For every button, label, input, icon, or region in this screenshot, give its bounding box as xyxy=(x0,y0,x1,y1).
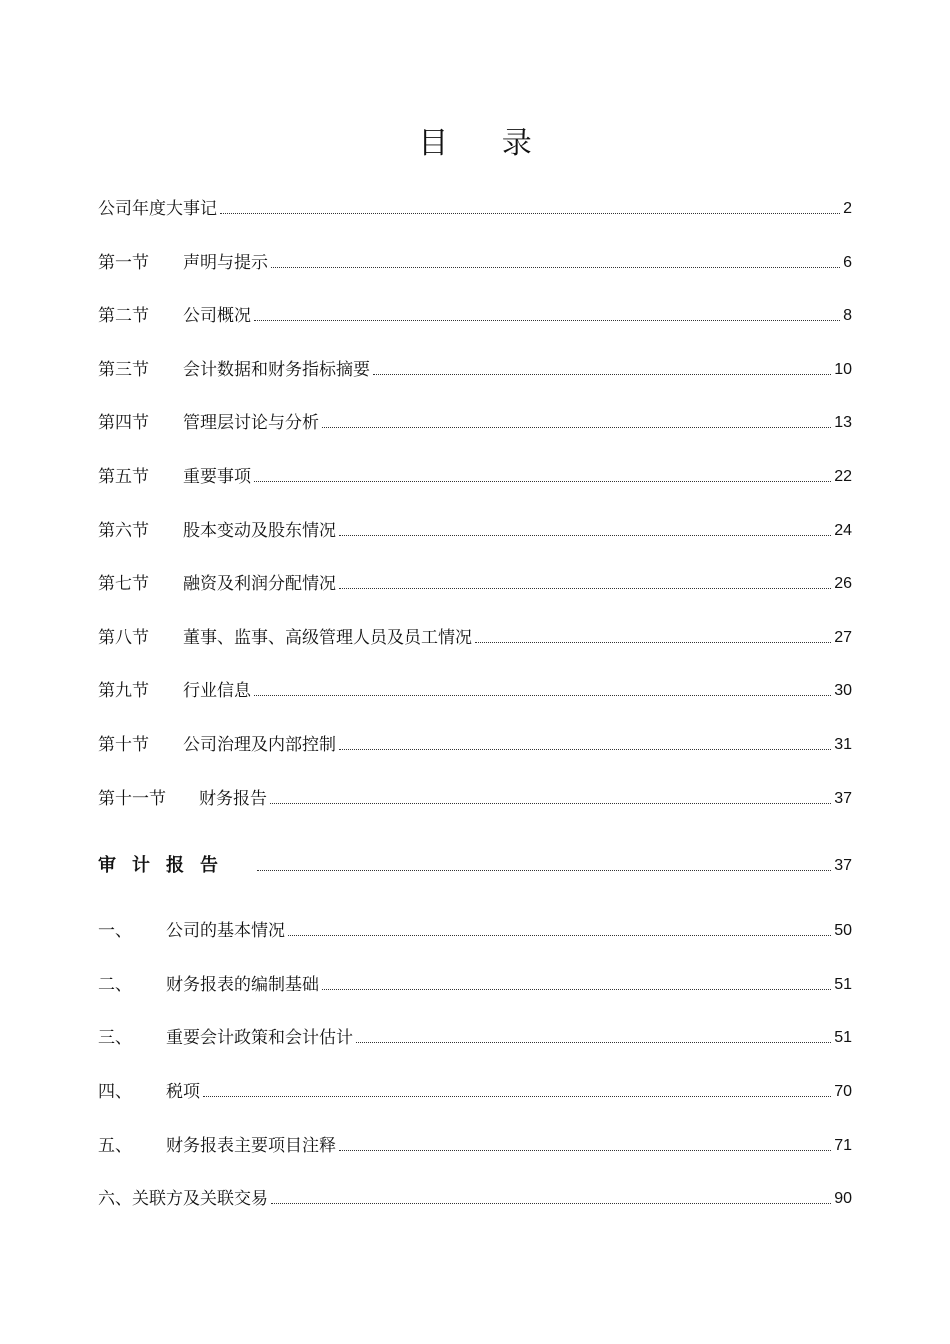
toc-page: 24 xyxy=(834,522,852,539)
toc-number: 第七节 xyxy=(98,574,149,594)
leader-dots xyxy=(270,803,831,804)
toc-page: 71 xyxy=(834,1137,852,1154)
toc-number: 二、 xyxy=(98,975,132,995)
toc-number: 第三节 xyxy=(98,360,149,380)
leader-dots xyxy=(322,989,831,990)
toc-entry-section-11[interactable] xyxy=(98,781,852,811)
toc-entry-section-6[interactable] xyxy=(98,513,852,543)
toc-page: 31 xyxy=(834,736,852,753)
toc-page: 27 xyxy=(834,629,852,646)
toc-page: 50 xyxy=(834,922,852,939)
toc-label: 财务报表主要项目注释 xyxy=(166,1136,336,1156)
toc-entry-note-1[interactable] xyxy=(98,913,852,943)
toc-label: 公司年度大事记 xyxy=(98,199,217,219)
toc-number: 第六节 xyxy=(98,521,149,541)
toc-page: 37 xyxy=(834,857,852,874)
toc-number: 第五节 xyxy=(98,467,149,487)
toc-page: 10 xyxy=(834,361,852,378)
toc-page: 37 xyxy=(834,790,852,807)
leader-dots xyxy=(322,427,831,428)
toc-label: 重要事项 xyxy=(183,467,251,487)
leader-dots xyxy=(271,267,840,268)
toc-number: 一、 xyxy=(98,921,132,941)
toc-entry-note-5[interactable] xyxy=(98,1128,852,1158)
toc-label: 公司治理及内部控制 xyxy=(183,735,336,755)
leader-dots xyxy=(254,481,831,482)
toc-entry-note-6[interactable] xyxy=(98,1181,852,1211)
leader-dots xyxy=(257,870,831,871)
toc-page: 2 xyxy=(843,200,852,217)
toc-entry-section-8[interactable] xyxy=(98,620,852,650)
toc-entry-note-3[interactable] xyxy=(98,1020,852,1050)
leader-dots xyxy=(254,695,831,696)
toc-number: 第九节 xyxy=(98,681,149,701)
toc-number: 第十一节 xyxy=(98,789,166,809)
toc-page: 13 xyxy=(834,414,852,431)
toc-label: 税项 xyxy=(166,1082,200,1102)
toc-label: 公司的基本情况 xyxy=(166,921,285,941)
toc-page: 22 xyxy=(834,468,852,485)
toc-label: 六、关联方及关联交易 xyxy=(98,1189,268,1209)
toc-title: 目 录 xyxy=(418,126,554,161)
toc-label: 行业信息 xyxy=(183,681,251,701)
leader-dots xyxy=(356,1042,831,1043)
toc-label: 管理层讨论与分析 xyxy=(183,413,319,433)
toc-label: 财务报表的编制基础 xyxy=(166,975,319,995)
toc-entry-section-3[interactable] xyxy=(98,352,852,382)
toc-entry-section-9[interactable] xyxy=(98,673,852,703)
leader-dots xyxy=(373,374,831,375)
toc-number: 第一节 xyxy=(98,253,149,273)
toc-label: 公司概况 xyxy=(183,306,251,326)
leader-dots xyxy=(475,642,831,643)
toc-number: 第二节 xyxy=(98,306,149,326)
toc-page: 70 xyxy=(834,1083,852,1100)
toc-number: 四、 xyxy=(98,1082,132,1102)
toc-entry-section-10[interactable] xyxy=(98,727,852,757)
toc-entry-note-4[interactable] xyxy=(98,1074,852,1104)
toc-number: 五、 xyxy=(98,1136,132,1156)
toc-entry-section-1[interactable] xyxy=(98,245,852,275)
toc-entry-events[interactable] xyxy=(98,191,852,221)
toc-entry-section-4[interactable] xyxy=(98,405,852,435)
leader-dots xyxy=(271,1203,831,1204)
toc-label: 股本变动及股东情况 xyxy=(183,521,336,541)
toc-entry-section-7[interactable] xyxy=(98,566,852,596)
leader-dots xyxy=(254,320,840,321)
toc-page: 51 xyxy=(834,1029,852,1046)
toc-entry-note-2[interactable] xyxy=(98,967,852,997)
toc-label: 声明与提示 xyxy=(183,253,268,273)
toc-label: 董事、监事、高级管理人员及员工情况 xyxy=(183,628,472,648)
toc-page: 30 xyxy=(834,682,852,699)
toc-page: 90 xyxy=(834,1190,852,1207)
leader-dots xyxy=(339,535,831,536)
toc-entry-section-2[interactable] xyxy=(98,298,852,328)
toc-label: 会计数据和财务指标摘要 xyxy=(183,360,370,380)
toc-page: 8 xyxy=(843,307,852,324)
toc-label: 融资及利润分配情况 xyxy=(183,574,336,594)
leader-dots xyxy=(339,749,831,750)
leader-dots xyxy=(288,935,831,936)
toc-page: 6 xyxy=(843,254,852,271)
toc-number: 第十节 xyxy=(98,735,149,755)
toc-page: 26 xyxy=(834,575,852,592)
toc-number: 三、 xyxy=(98,1028,132,1048)
toc-page: 51 xyxy=(834,976,852,993)
toc-number: 第四节 xyxy=(98,413,149,433)
toc-entry-section-5[interactable] xyxy=(98,459,852,489)
toc-label: 财务报告 xyxy=(199,789,267,809)
leader-dots xyxy=(339,588,831,589)
leader-dots xyxy=(339,1150,831,1151)
toc-label: 审计报告 xyxy=(98,855,234,876)
leader-dots xyxy=(220,213,840,214)
toc-label: 重要会计政策和会计估计 xyxy=(166,1028,353,1048)
toc-entry-audit-report[interactable] xyxy=(98,848,852,878)
leader-dots xyxy=(203,1096,831,1097)
toc-number: 第八节 xyxy=(98,628,149,648)
